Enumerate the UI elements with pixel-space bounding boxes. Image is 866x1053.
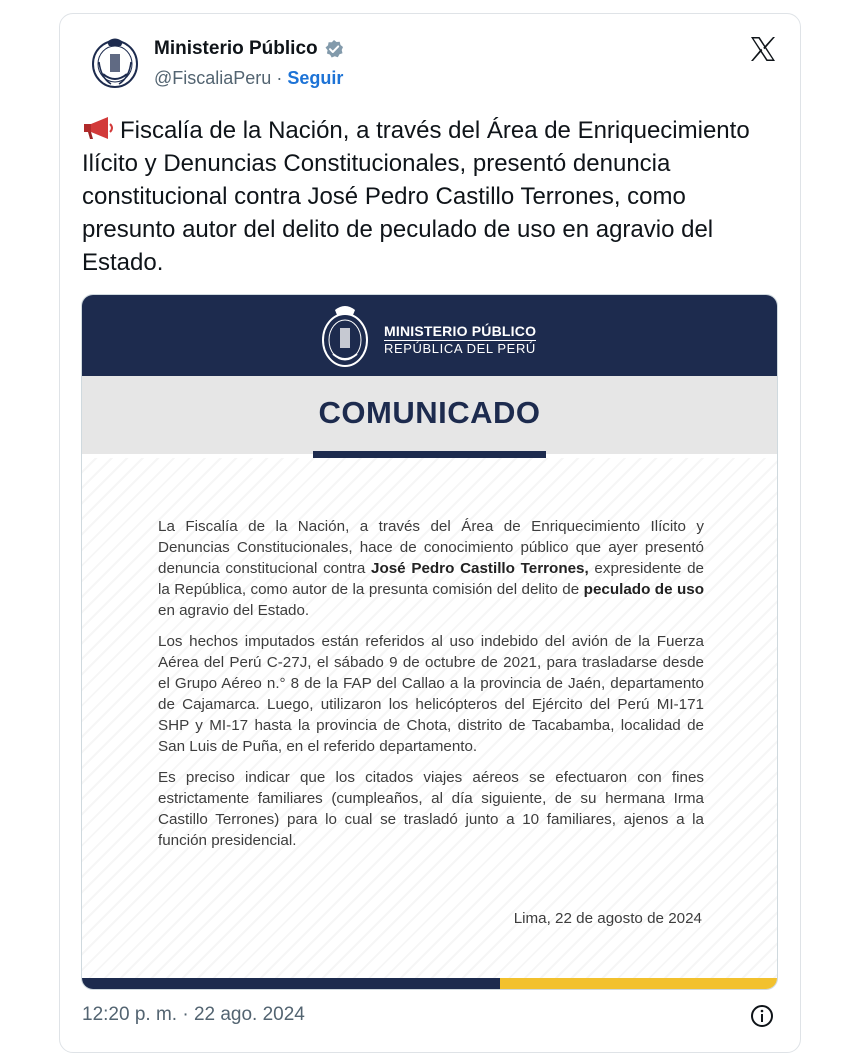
separator: · — [271, 68, 288, 88]
follow-button[interactable]: Seguir — [287, 68, 344, 88]
ministerio-seal-icon — [319, 300, 371, 372]
paragraph-1: La Fiscalía de la Nación, a través del Área de Enriquecimiento Ilícito y Denuncias Constitucionales, hace de conocimiento público que ayer presentó denuncia constitucional contra José Pedro Castillo Terrones, expresidente de la República, como autor de la presunta comisión del delito de peculado de uso en agravio del Estado. — [158, 518, 704, 619]
account-avatar-seal-icon[interactable] — [89, 34, 141, 90]
comunicado-text — [158, 516, 704, 861]
verified-badge-icon — [324, 39, 344, 59]
org-country: REPÚBLICA DEL PERÚ — [384, 341, 536, 356]
tweet-body: Fiscalía de la Nación, a través del Área de Enriquecimiento Ilícito y Denuncias Constitucionales, presentó denuncia constitucional contra José Pedro Castillo Terrones, como presunto autor del delito de peculado de uso en agravio del Estado. — [82, 117, 750, 276]
comunicado-date: Lima, 22 de agosto de 2024 — [513, 910, 702, 927]
footer-bar-yellow — [500, 978, 778, 990]
account-handle[interactable]: @FiscaliaPeru — [154, 68, 272, 88]
display-name[interactable]: Ministerio Público — [154, 38, 318, 59]
footer-bar-navy — [82, 978, 500, 990]
tweet-timestamp[interactable]: 12:20 p. m. · 22 ago. 2024 — [82, 1004, 305, 1025]
tweet-text — [82, 114, 782, 279]
x-logo-icon[interactable] — [748, 34, 778, 64]
paragraph-2: Los hechos imputados están referidos al uso indebido del avión de la Fuerza Aérea del Perú C-27J, el sábado 9 de octubre de 2021, para trasladarse desde el Grupo Aéreo n.° 8 de la FAP del Callao a la provincia de Jaén, departamento de Cajamarca. Luego, utilizaron los helicópteros del Ejército del Perú MI-171 SHP y MI-17 hasta la provincia de Chota, distrito de Tacabamba, localidad de San Luis de Puña, en el referido departamento. — [158, 633, 704, 755]
paragraph-3: Es preciso indicar que los citados viajes aéreos se efectuaron con fines estrictamente familiares (cumpleaños, al día siguiente, de su hermana Irma Castillo Terrones) para lo cual se trasladó junto a 10 familiares, ajenos a la función presidencial. — [158, 769, 704, 849]
account-name-row[interactable] — [154, 38, 344, 60]
handle-row — [154, 68, 343, 89]
org-name: MINISTERIO PÚBLICO — [384, 323, 537, 339]
megaphone-icon — [82, 115, 116, 141]
title-underline — [313, 451, 546, 458]
info-icon[interactable] — [750, 1004, 774, 1028]
comunicado-title: COMUNICADO — [318, 395, 541, 430]
